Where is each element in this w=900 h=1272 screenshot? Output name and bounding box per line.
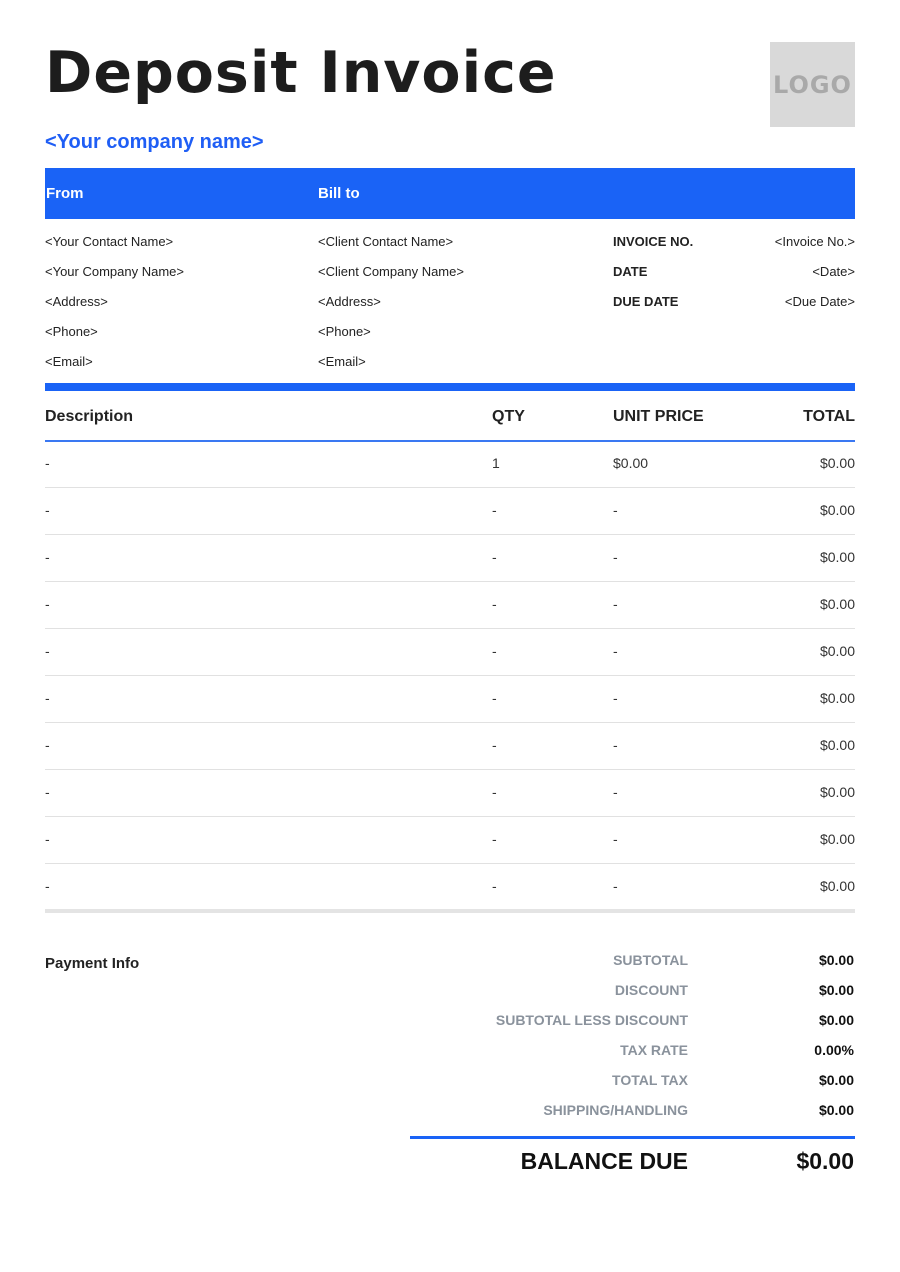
date-value: <Date> [812,264,855,279]
table-header [45,392,855,442]
from-billto-band [45,168,855,219]
cell-qty: - [492,737,497,753]
billto-label: Bill to [318,185,360,202]
cell-description: - [45,878,50,894]
cell-unit-price: - [613,831,618,847]
cell-unit-price: $0.00 [613,455,649,471]
table-row [45,770,855,817]
table-row [45,723,855,770]
subtotal-less-discount-label: SUBTOTAL LESS DISCOUNT [495,1012,688,1028]
invoice-title: Deposit Invoice [45,40,557,106]
billto-address: <Address> [318,294,381,309]
table-row [45,817,855,864]
billto-phone: <Phone> [318,324,371,339]
total-tax-value: $0.00 [818,1072,854,1088]
payment-info-label: Payment Info [45,955,140,972]
shipping-handling-value: $0.00 [818,1102,854,1118]
subtotal-value: $0.00 [818,952,854,968]
cell-unit-price: - [613,549,618,565]
from-company-name: <Your Company Name> [45,264,184,279]
cell-unit-price: - [613,784,618,800]
logo-text: LOGO [773,70,852,99]
date-label: DATE [613,264,648,279]
summary-labels [496,945,688,1125]
total-tax-label: TOTAL TAX [612,1072,688,1088]
billto-email: <Email> [318,354,366,369]
table-row [45,441,855,488]
billto-details [318,227,464,377]
cell-description: - [45,455,50,471]
table-row [45,864,855,910]
summary-values [814,945,854,1125]
cell-description: - [45,690,50,706]
cell-unit-price: - [613,737,618,753]
header-unit-price: UNIT PRICE [613,408,704,425]
invoice-no-label: INVOICE NO. [613,234,694,249]
cell-qty: - [492,502,497,518]
table-row [45,582,855,629]
cell-total: $0.00 [819,831,855,847]
header-total: TOTAL [803,408,855,425]
cell-qty: - [492,878,497,894]
cell-qty: 1 [492,455,500,471]
balance-due-value: $0.00 [796,1148,854,1174]
subtotal-label: SUBTOTAL [613,952,688,968]
cell-total: $0.00 [819,643,855,659]
tax-rate-value: 0.00% [814,1042,854,1058]
cell-qty: - [492,549,497,565]
cell-total: $0.00 [819,737,855,753]
shipping-handling-label: SHIPPING/HANDLING [543,1102,688,1118]
cell-description: - [45,549,50,565]
from-contact-name: <Your Contact Name> [45,234,174,249]
from-details [45,227,184,377]
cell-total: $0.00 [819,549,855,565]
cell-total: $0.00 [819,502,855,518]
tax-rate-label: TAX RATE [620,1042,688,1058]
balance-divider [410,1136,855,1139]
cell-total: $0.00 [819,784,855,800]
table-row [45,535,855,582]
cell-qty: - [492,831,497,847]
billto-company-name: <Client Company Name> [318,264,464,279]
cell-description: - [45,784,50,800]
cell-qty: - [492,690,497,706]
cell-description: - [45,643,50,659]
cell-unit-price: - [613,596,618,612]
table-row [45,676,855,723]
invoice-no-value: <Invoice No.> [774,234,855,249]
cell-qty: - [492,784,497,800]
cell-total: $0.00 [819,878,855,894]
from-phone: <Phone> [45,324,98,339]
cell-unit-price: - [613,878,618,894]
cell-total: $0.00 [819,690,855,706]
header-description: Description [45,408,134,425]
table-row [45,629,855,676]
from-email: <Email> [45,354,93,369]
cell-total: $0.00 [819,455,855,471]
from-address: <Address> [45,294,108,309]
cell-unit-price: - [613,502,618,518]
billto-contact-name: <Client Contact Name> [318,234,454,249]
balance-due-label: BALANCE DUE [520,1148,688,1174]
subtotal-less-discount-value: $0.00 [818,1012,854,1028]
discount-value: $0.00 [818,982,854,998]
table-end-divider [45,909,855,913]
header-qty: QTY [492,408,525,425]
table-row [45,488,855,535]
line-items [45,441,855,910]
cell-qty: - [492,596,497,612]
logo-placeholder [770,42,855,127]
invoice-meta-values [775,227,855,317]
cell-unit-price: - [613,690,618,706]
due-date-label: DUE DATE [613,294,679,309]
cell-unit-price: - [613,643,618,659]
due-date-value: <Due Date> [784,294,855,309]
cell-total: $0.00 [819,596,855,612]
company-name: <Your company name> [45,131,264,153]
cell-description: - [45,502,50,518]
section-divider [45,383,855,391]
cell-description: - [45,737,50,753]
invoice-meta-labels [613,227,693,317]
cell-description: - [45,831,50,847]
cell-description: - [45,596,50,612]
from-label: From [46,185,84,202]
cell-qty: - [492,643,497,659]
discount-label: DISCOUNT [614,982,688,998]
